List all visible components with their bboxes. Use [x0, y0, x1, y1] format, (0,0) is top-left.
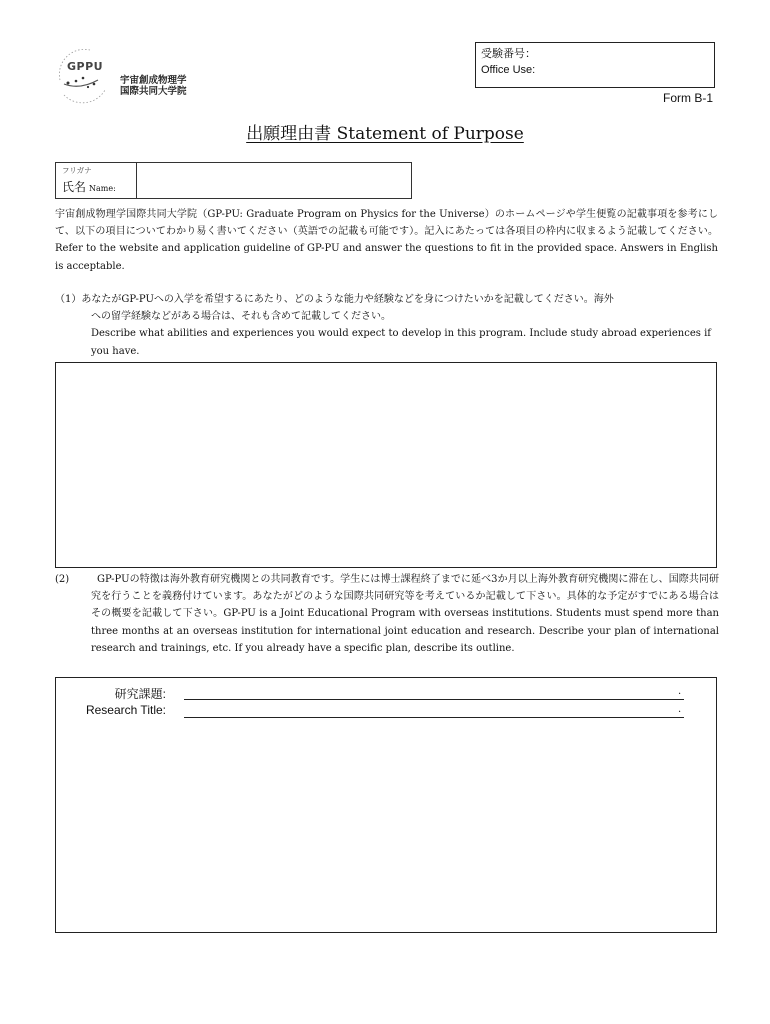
question-1-english: Describe what abilities and experiences you would expect to develop in this program. Include study abroad experiences if you have.	[91, 328, 711, 357]
question-2-number: (2)	[55, 574, 70, 585]
instructions-paragraph: 宇宙創成物理学国際共同大学院（GP-PU: Graduate Program on Physics for the Universe）のホームページや学生便覧の記載事項を参考にして、以下の項目についてわかり易く書いてください（英語での記載も可能です）。記入にあたっては各項目の枠内に収まるよう記載してください。Refer to the website and application guideline of GP-PU and answer the questions to fit in the provided space. Answers in English is acceptable.	[55, 209, 718, 272]
research-title-end-mark: .	[678, 704, 682, 715]
logo-acronym: GPPU	[67, 60, 104, 73]
question-1-jp-line2: への留学経験などがある場合は、それも含めて記載してください。	[91, 311, 391, 323]
question-2	[55, 571, 719, 657]
question-1-jp-line1: （1）あなたがGP-PUへの入学を希望するにあたり、どのような能力や経験などを身につけたいかを記載してください。海外	[55, 294, 614, 305]
question-2-text: GP-PUの特徴は海外教育研究機関との共同教育です。学生には博士課程終了までに延べ3か月以上海外教育研究機関に滞在し、国際共同研究を行うことを義務付けています。あなたがどのような国際共同研究等を考えているか記載して下さい。具体的な予定がすでにある場合はその概要を記載して下さい。GP-PU is a Joint Educational Program with overseas institutions. Students must spend more than three months at an overseas institution for international joint education and research. Describe your plan of international research and trainings, etc. If you already have a specific plan, describe its outline.	[91, 574, 720, 654]
gppu-logo	[50, 40, 250, 110]
institution-name: 宇宙創成物理学 国際共同大学院	[120, 75, 187, 97]
logo-emblem-icon	[50, 40, 120, 110]
name-input-area[interactable]	[137, 163, 411, 198]
research-title-label-jp: 研究課題:	[114, 687, 166, 701]
question-1	[55, 291, 718, 360]
office-use-box	[475, 42, 715, 88]
research-title-line-1[interactable]	[184, 699, 684, 700]
research-title-line-2[interactable]	[184, 717, 684, 718]
page-title: 出願理由書 Statement of Purpose	[246, 124, 524, 144]
research-title-end-mark: .	[678, 686, 682, 697]
name-field	[55, 162, 412, 199]
answer-box-2[interactable]	[55, 677, 717, 933]
research-title-label-en: Research Title:	[85, 703, 166, 717]
exam-number-label: 受験番号：	[481, 48, 536, 60]
name-label: 氏名 Name:	[62, 180, 116, 194]
form-number: Form B-1	[662, 91, 713, 105]
answer-box-1[interactable]	[55, 362, 717, 568]
office-use-label: Office Use:	[481, 64, 536, 76]
furigana-label: フリガナ	[62, 166, 92, 175]
